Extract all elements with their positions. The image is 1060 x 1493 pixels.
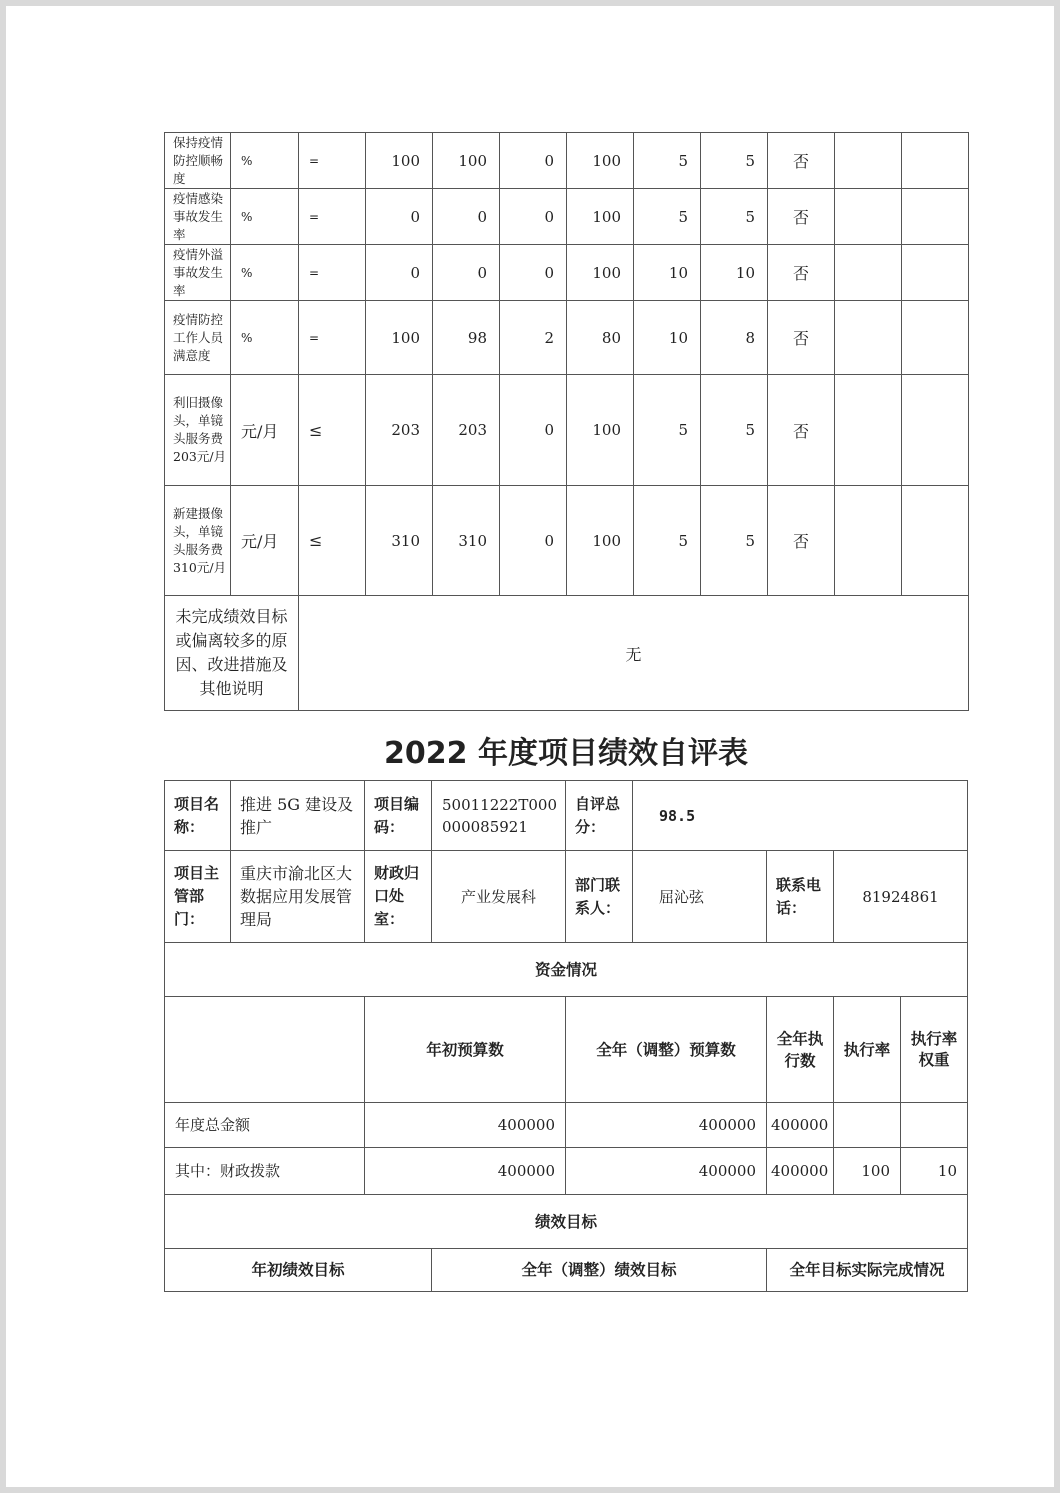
indicator-row	[165, 486, 969, 596]
goals-header-actual: 全年目标实际完成情况	[767, 1249, 968, 1292]
indicator-empty	[835, 133, 902, 189]
indicator-unit: %	[231, 301, 299, 375]
funds-weight	[901, 1103, 968, 1148]
goals-section-heading: 绩效目标	[165, 1195, 968, 1249]
indicator-score: 5	[701, 189, 768, 245]
dept-label: 项目主管部门：	[165, 851, 231, 943]
funds-budget: 400000	[365, 1103, 566, 1148]
funds-header-blank	[165, 997, 365, 1103]
funds-section-heading: 资金情况	[165, 943, 968, 997]
indicator-operator: =	[299, 301, 366, 375]
reason-row	[165, 596, 969, 711]
reason-value: 无	[299, 596, 969, 711]
indicator-unit: %	[231, 189, 299, 245]
indicator-rate: 100	[567, 245, 634, 301]
indicator-empty	[835, 375, 902, 486]
funds-executed: 400000	[767, 1103, 834, 1148]
indicator-rate: 100	[567, 133, 634, 189]
funds-section-row	[165, 943, 968, 997]
indicator-row	[165, 375, 969, 486]
document-page	[6, 6, 1054, 1487]
self-score-label: 自评总分：	[566, 781, 633, 851]
indicator-target: 310	[366, 486, 433, 596]
indicator-operator: ≤	[299, 486, 366, 596]
indicator-unit: 元/月	[231, 486, 299, 596]
indicator-target: 0	[366, 245, 433, 301]
indicator-operator: =	[299, 245, 366, 301]
phone-label: 联系电话：	[767, 851, 834, 943]
goals-section-row	[165, 1195, 968, 1249]
indicator-score: 8	[701, 301, 768, 375]
indicator-weight: 5	[634, 189, 701, 245]
goals-header-initial: 年初绩效目标	[165, 1249, 432, 1292]
funds-header-rate: 执行率	[834, 997, 901, 1103]
indicator-empty	[835, 486, 902, 596]
indicator-empty	[902, 245, 969, 301]
indicator-flag: 否	[768, 301, 835, 375]
contact-label: 部门联系人：	[566, 851, 633, 943]
indicator-empty	[835, 245, 902, 301]
indicator-score: 5	[701, 486, 768, 596]
indicator-row	[165, 245, 969, 301]
indicator-target: 0	[366, 189, 433, 245]
indicator-actual: 98	[433, 301, 500, 375]
indicator-operator: ≤	[299, 375, 366, 486]
self-score-value: 98.5	[633, 781, 968, 851]
funds-row-label: 其中：财政拨款	[165, 1148, 365, 1195]
indicator-actual: 0	[433, 245, 500, 301]
indicator-empty	[902, 133, 969, 189]
reason-label: 未完成绩效目标或偏离较多的原因、改进措施及其他说明	[165, 596, 299, 711]
indicator-operator: =	[299, 189, 366, 245]
indicator-row	[165, 301, 969, 375]
funds-row-total	[165, 1103, 968, 1148]
project-name-label: 项目名称：	[165, 781, 231, 851]
indicator-weight: 10	[634, 245, 701, 301]
indicator-row	[165, 189, 969, 245]
funds-rate	[834, 1103, 901, 1148]
goals-header-adjusted: 全年（调整）绩效目标	[432, 1249, 767, 1292]
indicator-weight: 5	[634, 486, 701, 596]
funds-budget: 400000	[365, 1148, 566, 1195]
indicator-actual: 0	[433, 189, 500, 245]
indicator-deviation: 0	[500, 189, 567, 245]
phone-value: 81924861	[834, 851, 968, 943]
indicator-empty	[902, 486, 969, 596]
funds-header-weight: 执行率权重	[901, 997, 968, 1103]
indicator-empty	[902, 189, 969, 245]
indicator-name: 疫情感染事故发生率	[165, 189, 231, 245]
indicator-empty	[902, 301, 969, 375]
project-code-value: 50011222T000000085921	[432, 781, 566, 851]
indicator-actual: 100	[433, 133, 500, 189]
indicator-actual: 310	[433, 486, 500, 596]
indicator-weight: 5	[634, 375, 701, 486]
indicator-deviation: 2	[500, 301, 567, 375]
indicator-name: 保持疫情防控顺畅度	[165, 133, 231, 189]
project-code-label: 项目编码：	[365, 781, 432, 851]
funds-header-row	[165, 997, 968, 1103]
indicator-unit: 元/月	[231, 375, 299, 486]
indicator-target: 203	[366, 375, 433, 486]
funds-rate: 100	[834, 1148, 901, 1195]
indicator-operator: =	[299, 133, 366, 189]
indicator-deviation: 0	[500, 133, 567, 189]
indicator-name: 新建摄像头，单镜头服务费310元/月	[165, 486, 231, 596]
indicator-flag: 否	[768, 245, 835, 301]
funds-adjusted: 400000	[566, 1103, 767, 1148]
indicator-flag: 否	[768, 189, 835, 245]
indicator-target: 100	[366, 301, 433, 375]
form-title: 2022 年度项目绩效自评表	[384, 736, 748, 771]
project-row-2	[165, 851, 968, 943]
indicator-row	[165, 133, 969, 189]
funds-header-budget: 年初预算数	[365, 997, 566, 1103]
funds-executed: 400000	[767, 1148, 834, 1195]
indicator-weight: 10	[634, 301, 701, 375]
self-evaluation-table	[164, 780, 968, 1292]
contact-value: 屈沁弦	[633, 851, 767, 943]
indicator-score: 10	[701, 245, 768, 301]
indicator-rate: 100	[567, 189, 634, 245]
indicator-rate: 100	[567, 375, 634, 486]
indicator-rate: 100	[567, 486, 634, 596]
indicator-actual: 203	[433, 375, 500, 486]
dept-value: 重庆市渝北区大数据应用发展管理局	[231, 851, 365, 943]
funds-row-label: 年度总金额	[165, 1103, 365, 1148]
indicator-empty	[835, 189, 902, 245]
indicator-score: 5	[701, 133, 768, 189]
indicator-rate: 80	[567, 301, 634, 375]
indicator-empty	[835, 301, 902, 375]
office-value: 产业发展科	[432, 851, 566, 943]
funds-row-fiscal	[165, 1148, 968, 1195]
indicator-deviation: 0	[500, 375, 567, 486]
project-row-1	[165, 781, 968, 851]
indicator-name: 利旧摄像头，单镜头服务费203元/月	[165, 375, 231, 486]
funds-header-executed: 全年执行数	[767, 997, 834, 1103]
project-name-value: 推进 5G 建设及推广	[231, 781, 365, 851]
indicator-unit: %	[231, 133, 299, 189]
funds-adjusted: 400000	[566, 1148, 767, 1195]
indicator-unit: %	[231, 245, 299, 301]
funds-weight: 10	[901, 1148, 968, 1195]
office-label: 财政归口处室：	[365, 851, 432, 943]
indicator-target: 100	[366, 133, 433, 189]
indicator-flag: 否	[768, 375, 835, 486]
indicator-flag: 否	[768, 133, 835, 189]
indicator-flag: 否	[768, 486, 835, 596]
goals-header-row	[165, 1249, 968, 1292]
indicator-deviation: 0	[500, 486, 567, 596]
indicator-deviation: 0	[500, 245, 567, 301]
indicator-weight: 5	[634, 133, 701, 189]
indicator-score: 5	[701, 375, 768, 486]
indicator-empty	[902, 375, 969, 486]
indicator-name: 疫情外溢事故发生率	[165, 245, 231, 301]
indicator-table	[164, 132, 969, 711]
indicator-name: 疫情防控工作人员满意度	[165, 301, 231, 375]
funds-header-adjusted: 全年（调整）预算数	[566, 997, 767, 1103]
